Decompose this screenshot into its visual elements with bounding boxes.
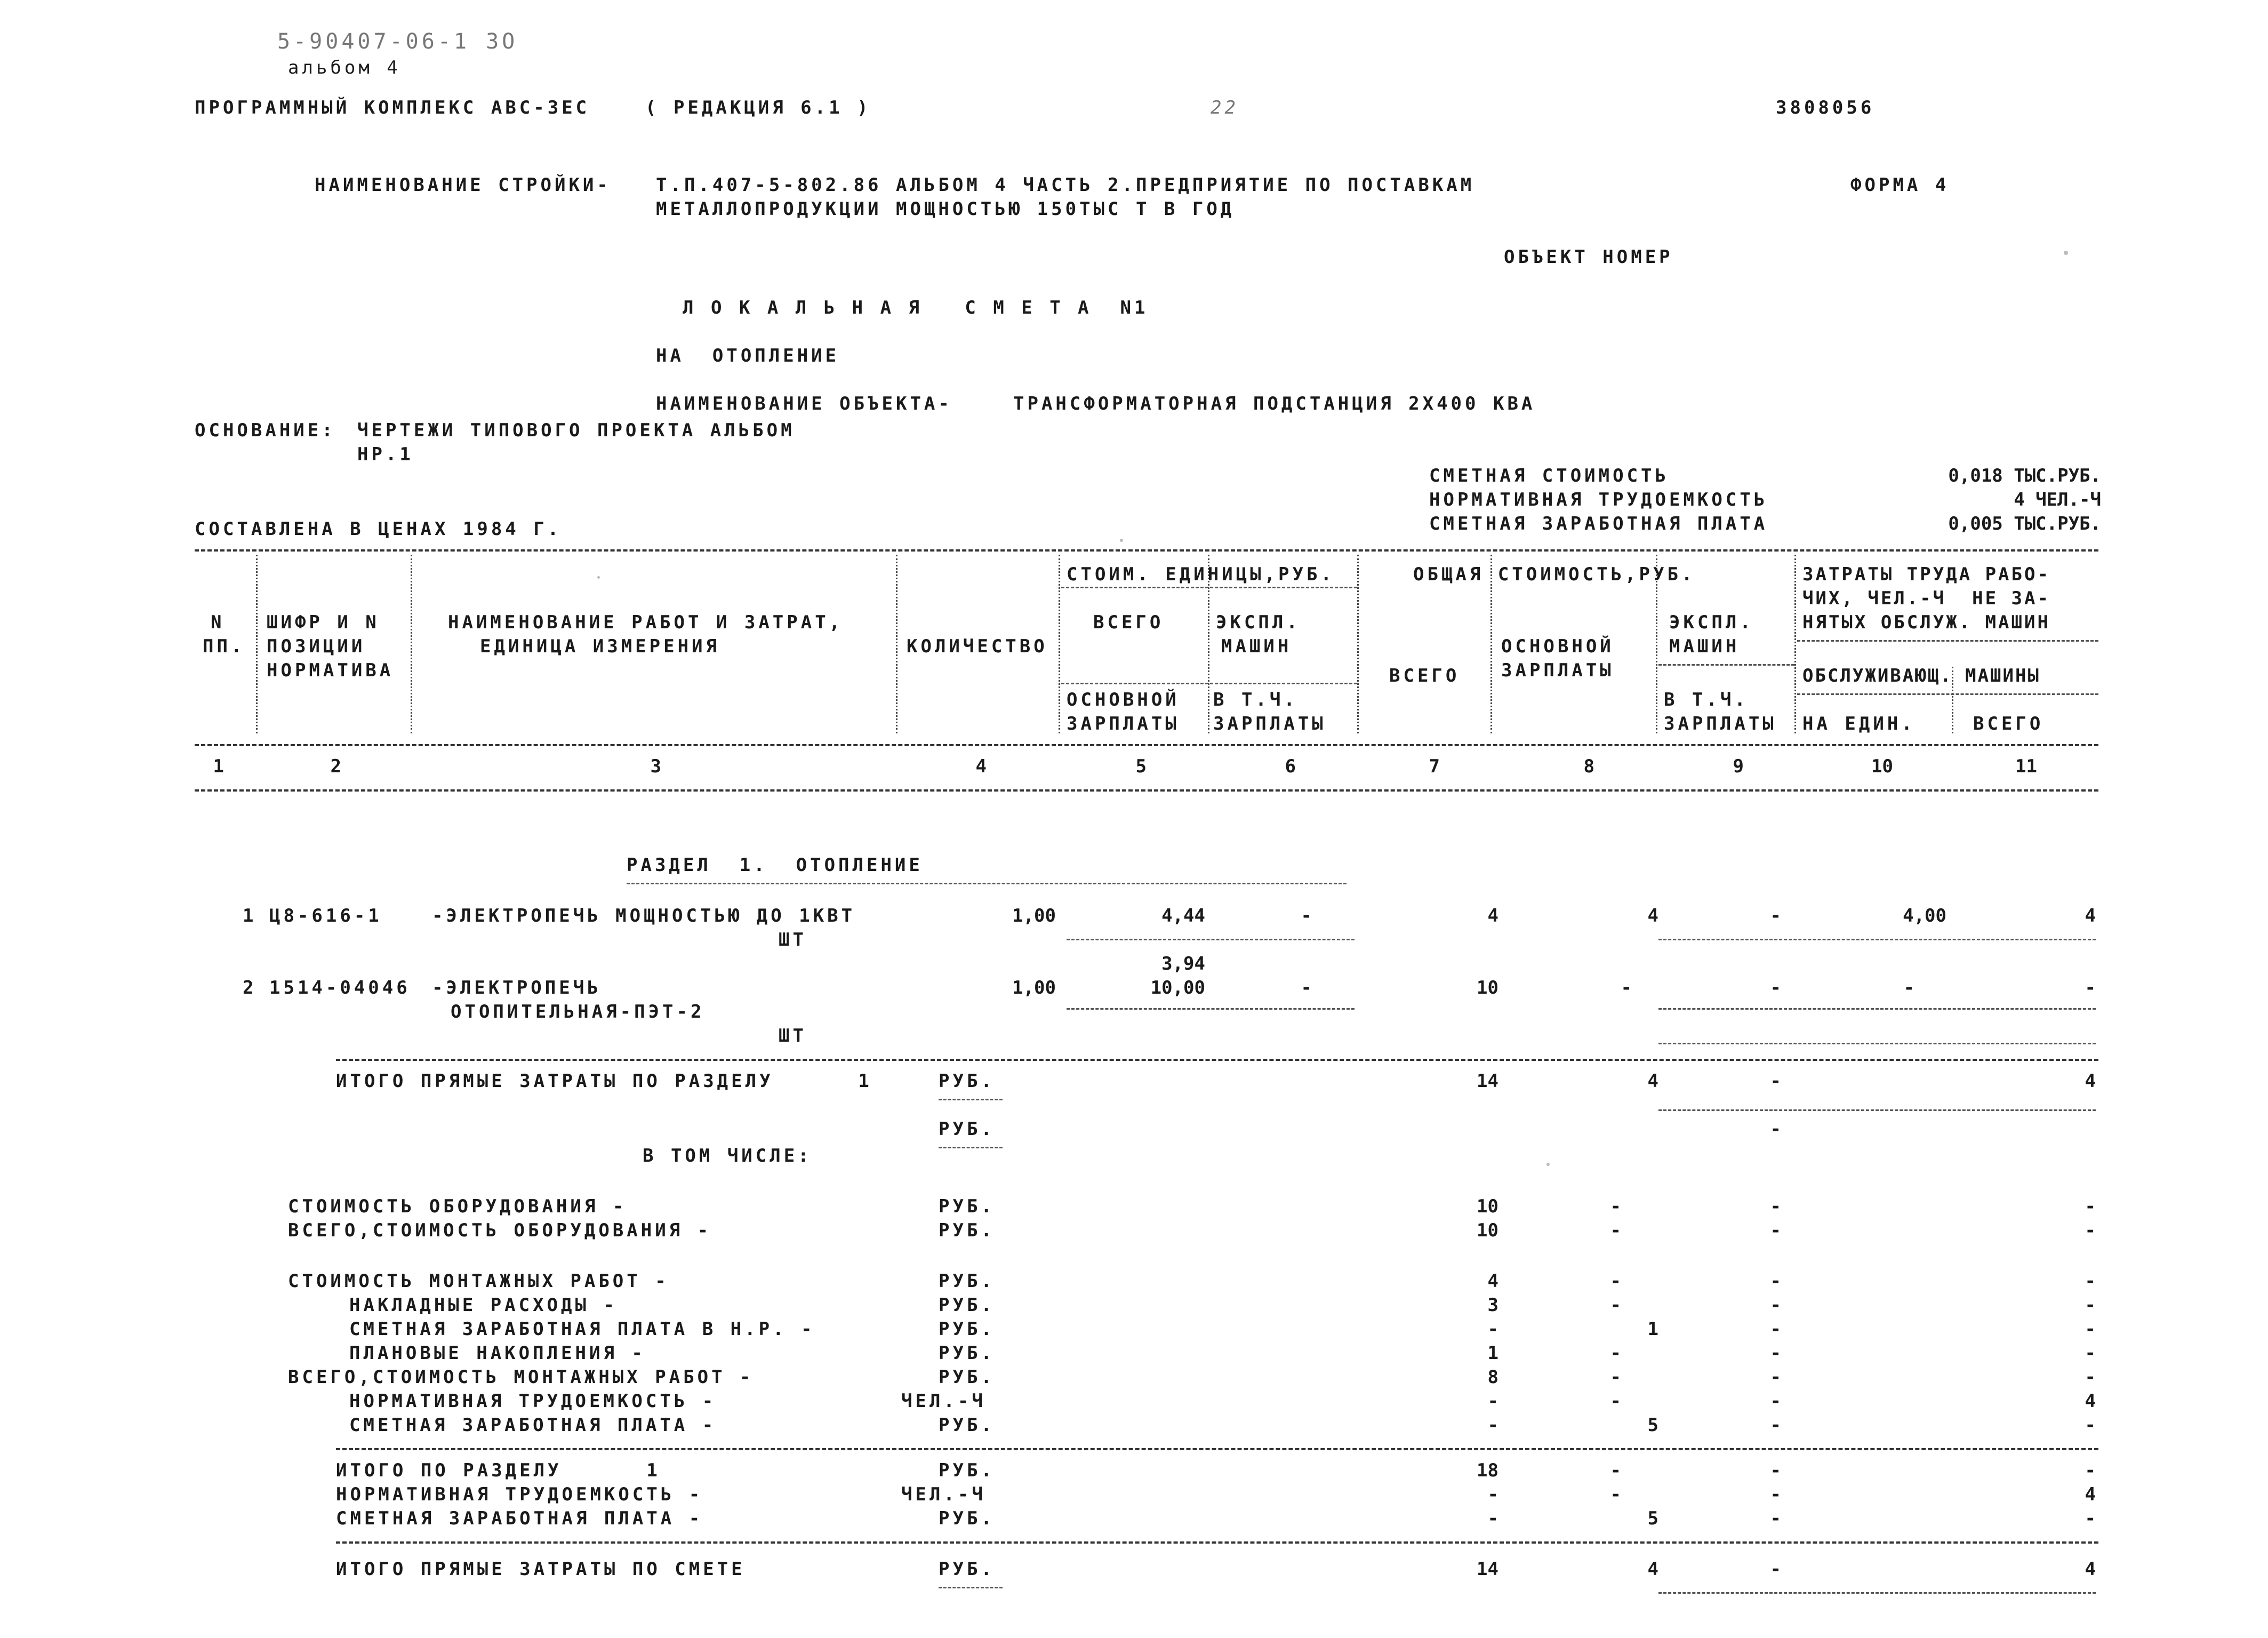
- row-mach: -: [1770, 977, 1781, 998]
- row-code: Ц8-616-1: [269, 905, 382, 926]
- row-unit-total: 10,00: [1150, 977, 1205, 998]
- summary-value-2: 0,005 ТЫС.РУБ.: [1948, 513, 2101, 534]
- section-total-mach: -: [1770, 1484, 1781, 1505]
- breakdown-label: ВСЕГО,СТОИМОСТЬ МОНТАЖНЫХ РАБОТ -: [288, 1367, 754, 1388]
- breakdown-label: СМЕТНАЯ ЗАРАБОТНАЯ ПЛАТА В Н.Р. -: [349, 1319, 815, 1340]
- section-total-mach: -: [1770, 1508, 1781, 1529]
- breakdown-total: 3: [1487, 1295, 1498, 1316]
- row-name: -ЭЛЕКТРОПЕЧЬ МОЩНОСТЬЮ ДО 1КВТ: [432, 905, 856, 926]
- breakdown-total: 1: [1487, 1343, 1498, 1364]
- hdr-col10: ЗАТРАТЫ ТРУДА РАБО-: [1802, 564, 2050, 585]
- breakdown-labor: -: [2085, 1343, 2096, 1364]
- hdr-col6c: В Т.Ч.: [1213, 689, 1298, 710]
- breakdown-unit: РУБ.: [939, 1367, 995, 1388]
- hdr-col3b: ЕДИНИЦА ИЗМЕРЕНИЯ: [480, 636, 720, 657]
- hdr-unit-cost: СТОИМ. ЕДИНИЦЫ,РУБ.: [1067, 564, 1335, 585]
- section-total-labor: -: [2085, 1508, 2096, 1529]
- total-labor: 4: [2085, 1070, 2096, 1092]
- hdr-col4: КОЛИЧЕСТВО: [907, 636, 1048, 657]
- grand-total-salary: 4: [1647, 1559, 1658, 1580]
- hdr-col6d: ЗАРПЛАТЫ: [1213, 713, 1326, 734]
- album-label: альбом 4: [288, 57, 401, 78]
- hdr-col1b: ПП.: [203, 636, 245, 657]
- row-labor-total: 4: [2085, 905, 2096, 926]
- col-num: 5: [1135, 756, 1147, 777]
- breakdown-mach: -: [1770, 1391, 1781, 1412]
- breakdown-mach: -: [1770, 1271, 1781, 1292]
- breakdown-label: ПЛАНОВЫЕ НАКОПЛЕНИЯ -: [349, 1343, 646, 1364]
- row-name: -ЭЛЕКТРОПЕЧЬ: [432, 977, 602, 998]
- breakdown-mach: -: [1770, 1220, 1781, 1241]
- row-number: 2: [243, 977, 257, 998]
- hdr-col3: НАИМЕНОВАНИЕ РАБОТ И ЗАТРАТ,: [448, 612, 844, 633]
- breakdown-label: НОРМАТИВНАЯ ТРУДОЕМКОСТЬ -: [349, 1391, 717, 1412]
- breakdown-end-rule: [336, 1448, 2098, 1450]
- col-divider: [896, 555, 897, 733]
- table-top-rule: [195, 549, 2098, 552]
- breakdown-mach: -: [1770, 1367, 1781, 1388]
- grand-total-subrule: [1658, 1592, 2096, 1594]
- summary-label-2: СМЕТНАЯ ЗАРАБОТНАЯ ПЛАТА: [1429, 513, 1768, 534]
- basis-label: ОСНОВАНИЕ:: [195, 420, 336, 441]
- row-total: 4: [1487, 905, 1498, 926]
- hdr-col5b: ОСНОВНОЙ: [1067, 689, 1180, 710]
- row-unit: ШТ: [779, 1025, 807, 1046]
- breakdown-mach: -: [1770, 1415, 1781, 1436]
- hdr-col2c: НОРМАТИВА: [267, 660, 394, 681]
- row-unit: ШТ: [779, 929, 807, 950]
- scan-speck: [597, 576, 600, 579]
- hdr-col6: ЭКСПЛ.: [1216, 612, 1301, 633]
- breakdown-unit: РУБ.: [939, 1295, 995, 1316]
- row-total: 10: [1477, 977, 1498, 998]
- construction-title-line1: Т.П.407-5-802.86 АЛЬБОМ 4 ЧАСТЬ 2.ПРЕДПРИЯТИЕ ПО ПОСТАВКАМ: [656, 174, 1475, 196]
- row-subrule: [1067, 939, 1355, 940]
- hdr-col9: ЭКСПЛ.: [1669, 612, 1754, 633]
- breakdown-labor: -: [2085, 1271, 2096, 1292]
- object-number: ОБЪЕКТ НОМЕР: [1504, 246, 1673, 268]
- row-labor-total: -: [2085, 977, 2096, 998]
- scan-speck: [2064, 251, 2068, 255]
- section-total-label: СМЕТНАЯ ЗАРАБОТНАЯ ПЛАТА -: [336, 1508, 703, 1529]
- section-underline: [627, 883, 1347, 884]
- hdr-subrule: [1061, 587, 1357, 588]
- breakdown-labor: -: [2085, 1196, 2096, 1217]
- breakdown-total: 10: [1477, 1196, 1498, 1217]
- basis-text-2: НР.1: [357, 444, 414, 465]
- breakdown-mach: -: [1770, 1319, 1781, 1340]
- hdr-subrule: [1658, 664, 1794, 666]
- hdr-col9b: МАШИН: [1669, 636, 1740, 657]
- row-subrule: [1658, 939, 2096, 940]
- row-unit-mach: -: [1301, 905, 1312, 926]
- row-subrule: [1658, 1043, 2096, 1044]
- hdr-col10d: ОБСЛУЖИВАЮЩ. МАШИНЫ: [1802, 665, 2040, 686]
- breakdown-salary: 5: [1647, 1415, 1658, 1436]
- breakdown-total: 10: [1477, 1220, 1498, 1241]
- row-number: 1: [243, 905, 257, 926]
- construction-label: НАИМЕНОВАНИЕ СТРОЙКИ-: [315, 174, 611, 196]
- breakdown-unit: ЧЕЛ.-Ч: [901, 1391, 986, 1412]
- hdr-col6b: МАШИН: [1221, 636, 1292, 657]
- breakdown-salary: -: [1610, 1295, 1621, 1316]
- breakdown-label: СТОИМОСТЬ МОНТАЖНЫХ РАБОТ -: [288, 1271, 669, 1292]
- breakdown-salary: -: [1610, 1343, 1621, 1364]
- breakdown-labor: -: [2085, 1415, 2096, 1436]
- row-unit-total: 4,44: [1161, 905, 1205, 926]
- row-salary: -: [1621, 977, 1632, 998]
- breakdown-total: 4: [1487, 1271, 1498, 1292]
- program-version: ( РЕДАКЦИЯ 6.1 ): [645, 97, 871, 118]
- breakdown-unit: РУБ.: [939, 1319, 995, 1340]
- breakdown-mach: -: [1770, 1295, 1781, 1316]
- grand-total-label: ИТОГО ПРЯМЫЕ ЗАТРАТЫ ПО СМЕТЕ: [336, 1559, 746, 1580]
- col-num: 3: [650, 756, 661, 777]
- breakdown-label: НАКЛАДНЫЕ РАСХОДЫ -: [349, 1295, 618, 1316]
- construction-title-line2: МЕТАЛЛОПРОДУКЦИИ МОЩНОСТЬЮ 150ТЫС Т В ГОД: [656, 198, 1235, 220]
- summary-value-0: 0,018 ТЫС.РУБ.: [1948, 465, 2101, 486]
- total-subrule: [939, 1099, 1003, 1100]
- breakdown-labor: 4: [2085, 1391, 2096, 1412]
- row-mach: -: [1770, 905, 1781, 926]
- table-numbers-rule: [195, 789, 2098, 792]
- breakdown-salary: -: [1610, 1220, 1621, 1241]
- breakdown-unit: РУБ.: [939, 1415, 995, 1436]
- breakdown-salary: 1: [1647, 1319, 1658, 1340]
- row-subrule: [1067, 1008, 1355, 1010]
- hdr-col11: ВСЕГО: [1973, 713, 2044, 734]
- including-label: В ТОМ ЧИСЛЕ:: [643, 1145, 812, 1166]
- section-total-labor: 4: [2085, 1484, 2096, 1505]
- hdr-col5c: ЗАРПЛАТЫ: [1067, 713, 1180, 734]
- breakdown-mach: -: [1770, 1196, 1781, 1217]
- form-number: ФОРМА 4: [1850, 174, 1950, 196]
- total-unit: РУБ.: [939, 1070, 995, 1092]
- object-label: НАИМЕНОВАНИЕ ОБЪЕКТА-: [656, 393, 952, 414]
- breakdown-unit: РУБ.: [939, 1343, 995, 1364]
- summary-label-1: НОРМАТИВНАЯ ТРУДОЕМКОСТЬ: [1429, 489, 1768, 510]
- row-subrule: [1658, 1008, 2096, 1010]
- col-num: 9: [1733, 756, 1744, 777]
- col-divider: [1357, 555, 1359, 733]
- estimate-title: Л О К А Л Ь Н А Я С М Е Т А N1: [683, 297, 1149, 318]
- section-total-value: -: [1487, 1508, 1498, 1529]
- row-name-2: ОТОПИТЕЛЬНАЯ-ПЭТ-2: [451, 1001, 705, 1022]
- breakdown-total: -: [1487, 1391, 1498, 1412]
- section-total-label: НОРМАТИВНАЯ ТРУДОЕМКОСТЬ -: [336, 1484, 703, 1505]
- col-divider: [1059, 555, 1060, 733]
- section-total-unit: РУБ.: [939, 1508, 995, 1529]
- scan-speck: [1546, 1163, 1550, 1166]
- composed-in-prices: СОСТАВЛЕНА В ЦЕНАХ 1984 Г.: [195, 518, 562, 540]
- col-divider: [1794, 555, 1796, 733]
- breakdown-labor: -: [2085, 1220, 2096, 1241]
- col-num: 7: [1429, 756, 1440, 777]
- grand-total-unit: РУБ.: [939, 1559, 995, 1580]
- breakdown-mach: -: [1770, 1343, 1781, 1364]
- col-num: 2: [330, 756, 341, 777]
- total-subrule: [939, 1147, 1003, 1148]
- breakdown-label: СТОИМОСТЬ ОБОРУДОВАНИЯ -: [288, 1196, 627, 1217]
- top-stamp-code: 5-90407-06-1 ЗО: [277, 29, 518, 54]
- section-total-unit: ЧЕЛ.-Ч: [901, 1484, 986, 1505]
- col-num: 11: [2015, 756, 2037, 777]
- breakdown-unit: РУБ.: [939, 1196, 995, 1217]
- rows-end-rule: [336, 1059, 2098, 1061]
- hdr-col10c: НЯТЫХ ОБСЛУЖ. МАШИН: [1802, 612, 2050, 633]
- section-total-labor: -: [2085, 1460, 2096, 1481]
- page-number: 22: [1211, 97, 1239, 118]
- breakdown-labor: -: [2085, 1367, 2096, 1388]
- hdr-total-cost: ОБЩАЯ СТОИМОСТЬ,РУБ.: [1413, 564, 1696, 585]
- hdr-col10b: ЧИХ, ЧЕЛ.-Ч НЕ ЗА-: [1802, 588, 2050, 609]
- breakdown-salary: -: [1610, 1391, 1621, 1412]
- section-totals-end-rule: [336, 1541, 2098, 1544]
- estimate-subject: НА ОТОПЛЕНИЕ: [656, 345, 840, 366]
- section-total-label: ИТОГО ПО РАЗДЕЛУ 1: [336, 1460, 661, 1481]
- program-name: ПРОГРАММНЫЙ КОМПЛЕКС АВС-3ЕС: [195, 97, 590, 118]
- total-subrule: [1658, 1109, 2096, 1111]
- col-num: 8: [1583, 756, 1594, 777]
- hdr-subrule: [1061, 683, 1357, 684]
- grand-total-subrule: [939, 1587, 1003, 1588]
- section-total-salary: -: [1610, 1460, 1621, 1481]
- section-title: РАЗДЕЛ 1. ОТОПЛЕНИЕ: [627, 854, 923, 876]
- hdr-col5: ВСЕГО: [1093, 612, 1164, 633]
- breakdown-salary: -: [1610, 1271, 1621, 1292]
- col-divider: [256, 555, 258, 733]
- hdr-col2b: ПОЗИЦИИ: [267, 636, 366, 657]
- table-header-rule: [195, 744, 2098, 746]
- section-total-unit: РУБ.: [939, 1460, 995, 1481]
- row-code: 1514-04046: [269, 977, 411, 998]
- hdr-col8: ОСНОВНОЙ: [1501, 636, 1614, 657]
- col-num: 6: [1285, 756, 1296, 777]
- document-code: 3808056: [1776, 97, 1875, 118]
- summary-label-0: СМЕТНАЯ СТОИМОСТЬ: [1429, 465, 1669, 486]
- hdr-col9d: ЗАРПЛАТЫ: [1664, 713, 1777, 734]
- hdr-col7: ВСЕГО: [1389, 665, 1460, 686]
- hdr-col1: N: [211, 612, 225, 633]
- hdr-col10e: НА ЕДИН.: [1802, 713, 1916, 734]
- row-qty: 1,00: [1012, 977, 1056, 998]
- col-num: 4: [975, 756, 987, 777]
- total-mach: -: [1770, 1118, 1781, 1140]
- summary-value-1: 4 ЧЕЛ.-Ч: [2014, 489, 2101, 510]
- breakdown-labor: -: [2085, 1295, 2096, 1316]
- total-value: 14: [1477, 1070, 1498, 1092]
- row-qty: 1,00: [1012, 905, 1056, 926]
- object-name: ТРАНСФОРМАТОРНАЯ ПОДСТАНЦИЯ 2Х400 КВА: [1013, 393, 1536, 414]
- hdr-subrule: [1797, 693, 2098, 695]
- breakdown-label: СМЕТНАЯ ЗАРАБОТНАЯ ПЛАТА -: [349, 1415, 717, 1436]
- row-unit-mach: -: [1301, 977, 1312, 998]
- total-unit: РУБ.: [939, 1118, 995, 1140]
- scan-speck: [1120, 539, 1123, 542]
- grand-total-labor: 4: [2085, 1559, 2096, 1580]
- breakdown-salary: -: [1610, 1367, 1621, 1388]
- row-labor-unit: -: [1903, 977, 1914, 998]
- grand-total-mach: -: [1770, 1559, 1781, 1580]
- breakdown-total: 8: [1487, 1367, 1498, 1388]
- breakdown-total: -: [1487, 1319, 1498, 1340]
- breakdown-unit: РУБ.: [939, 1220, 995, 1241]
- total-mach: -: [1770, 1070, 1781, 1092]
- hdr-col2: ШИФР И N: [267, 612, 380, 633]
- basis-text: ЧЕРТЕЖИ ТИПОВОГО ПРОЕКТА АЛЬБОМ: [357, 420, 795, 441]
- breakdown-total: -: [1487, 1415, 1498, 1436]
- breakdown-salary: -: [1610, 1196, 1621, 1217]
- row-labor-unit: 4,00: [1903, 905, 1946, 926]
- section-total-salary: -: [1610, 1484, 1621, 1505]
- hdr-col9c: В Т.Ч.: [1664, 689, 1749, 710]
- total-salary: 4: [1647, 1070, 1658, 1092]
- section-total-value: 18: [1477, 1460, 1498, 1481]
- hdr-subrule: [1797, 640, 2098, 642]
- section-total-value: -: [1487, 1484, 1498, 1505]
- col-num: 10: [1871, 756, 1893, 777]
- grand-total-value: 14: [1477, 1559, 1498, 1580]
- row-salary: 4: [1647, 905, 1658, 926]
- row-unit-base: 3,94: [1161, 953, 1205, 974]
- col-divider: [411, 555, 412, 733]
- breakdown-unit: РУБ.: [939, 1271, 995, 1292]
- breakdown-labor: -: [2085, 1319, 2096, 1340]
- section-total-salary: 5: [1647, 1508, 1658, 1529]
- hdr-col8b: ЗАРПЛАТЫ: [1501, 660, 1614, 681]
- section-total-mach: -: [1770, 1460, 1781, 1481]
- total-label: ИТОГО ПРЯМЫЕ ЗАТРАТЫ ПО РАЗДЕЛУ 1: [336, 1070, 872, 1092]
- col-num: 1: [213, 756, 224, 777]
- breakdown-label: ВСЕГО,СТОИМОСТЬ ОБОРУДОВАНИЯ -: [288, 1220, 712, 1241]
